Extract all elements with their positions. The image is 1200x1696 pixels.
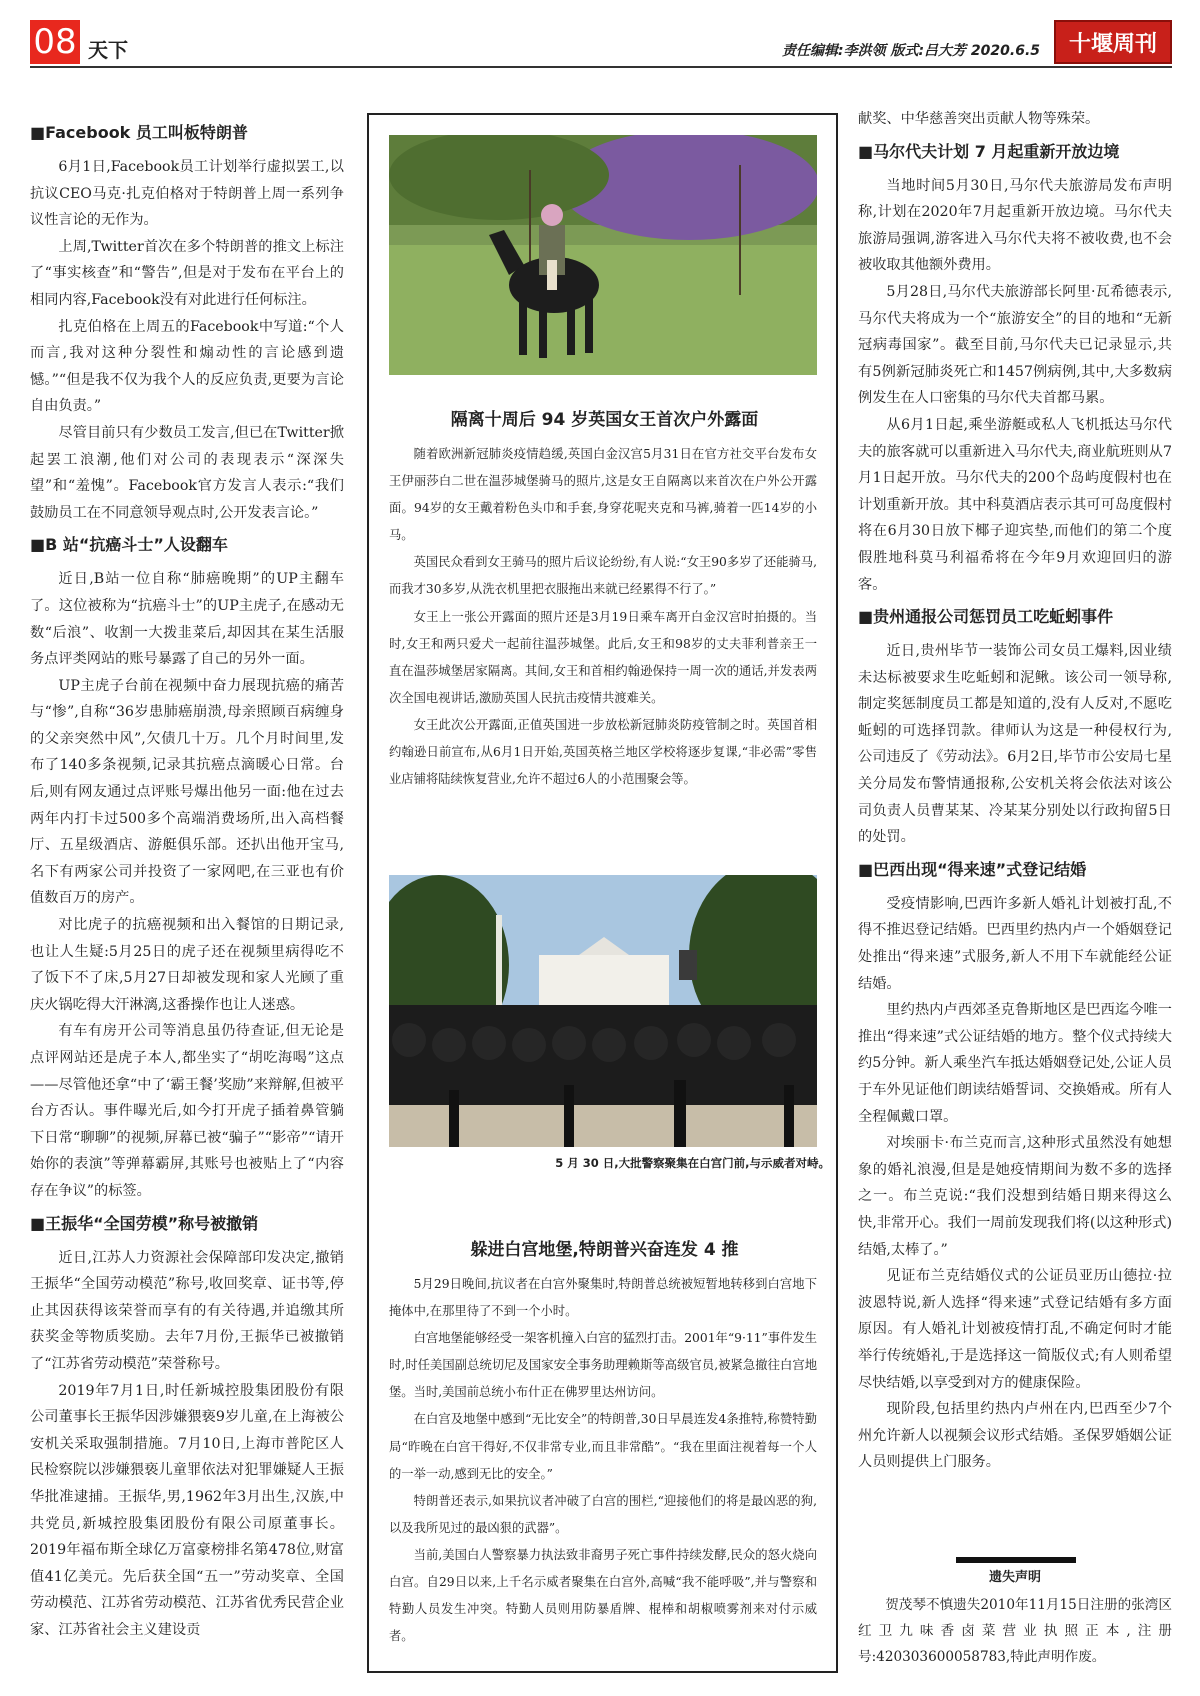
white-house-image <box>389 875 817 1147</box>
article-paragraph: 见证布兰克结婚仪式的公证员亚历山德拉·拉波恩特说,新人选择“得来速”式登记结婚有多方面原因。有人婚礼计划被疫情打乱,不确定何时才能举行传统婚礼,于是选择这一简版仪式;有人则希望尽快结婚,以享受到对方的健康保险。 <box>858 1268 1172 1391</box>
story-paragraph: 5月29日晚间,抗议者在白宫外聚集时,特朗普总统被短暂地转移到白宫地下掩体中,在那里待了不到一个小时。 <box>389 1277 817 1319</box>
article-paragraph: 上周,Twitter首次在多个特朗普的推文上标注了“事实核查”和“警告”,但是对于发布在平台上的相同内容,Facebook没有对此进行任何标注。 <box>30 238 344 308</box>
article-paragraph: 近日,江苏人力资源社会保障部印发决定,撤销王振华“全国劳动模范”称号,收回奖章、证书等,停止其因获得该荣誉而享有的有关待遇,并追缴其所获奖金等物质奖励。去年7月份,王振华已被撤销了“江苏省劳动模范”荣誉称号。 <box>30 1249 344 1372</box>
editor-credits: 责任编辑:李洪领 版式:吕大芳 2020.6.5 <box>781 43 1040 59</box>
article-title: ■贵州通报公司惩罚员工吃蚯蚓事件 <box>858 607 1114 627</box>
queen-riding-photo <box>389 135 817 375</box>
section-name: 天下 <box>88 38 128 62</box>
story-headline: 隔离十周后 94 岁英国女王首次户外露面 <box>450 410 759 430</box>
article-paragraph: 对比虎子的抗癌视频和出入餐馆的日期记录,也让人生疑:5月25日的虎子还在视频里病得吃不了饭下不了床,5月27日却被发现和家人光顾了重庆火锅吃得大汗淋漓,这番操作也让人迷惑。 <box>30 917 344 1013</box>
story-paragraph: 女王上一张公开露面的照片还是3月19日乘车离开白金汉宫时拍摄的。当时,女王和两只爱犬一起前往温莎城堡。此后,女王和98岁的丈夫菲利普亲王一直在温莎城堡居家隔离。其间,女王和首相约翰逊保持一周一次的通话,并发表两次全国电视讲话,激励英国人民抗击疫情共渡难关。 <box>389 609 817 705</box>
article-paragraph: 扎克伯格在上周五的Facebook中写道:“个人而言,我对这种分裂性和煽动性的言论感到遗憾。”“但是我不仅为我个人的反应负责,更要为言论自由负责。” <box>30 318 344 415</box>
story-paragraph: 在白宫及地堡中感到“无比安全”的特朗普,30日早晨连发4条推特,称赞特勤局“昨晚在白宫干得好,不仅非常专业,而且非常酷”。“我在里面注视着每一个人的一举一动,感到无比的安全。” <box>389 1412 817 1481</box>
article-paragraph: 当地时间5月30日,马尔代夫旅游局发布声明称,计划在2020年7月起重新开放边境。马尔代夫旅游局强调,游客进入马尔代夫将不被收费,也不会被收取其他额外费用。 <box>858 177 1172 274</box>
story-paragraph: 英国民众看到女王骑马的照片后议论纷纷,有人说:“女王90多岁了还能骑马,而我才30多岁,从洗衣机里把衣服拖出来就已经累得不行了。” <box>389 555 817 597</box>
story-paragraph: 随着欧洲新冠肺炎疫情趋缓,英国白金汉宫5月31日在官方社交平台发布女王伊丽莎白二世在温莎城堡骑马的照片,这是女王自隔离以来首次在户外公开露面。94岁的女王戴着粉色头巾和手套,身穿花呢夹克和马裤,骑着一匹14岁的小马。 <box>389 447 817 543</box>
article-paragraph: 里约热内卢西郊圣克鲁斯地区是巴西迄今唯一推出“得来速”式公证结婚的地方。整个仪式持续大约5分钟。新人乘坐汽车抵达婚姻登记处,公证人员于车外见证他们朗读结婚誓词、交换婚戒。所有人全程佩戴口罩。 <box>858 1002 1172 1125</box>
article-paragraph: 5月28日,马尔代夫旅游部长阿里·瓦希德表示,马尔代夫将成为一个“旅游安全”的目的地和“无新冠病毒国家”。截至目前,马尔代夫已记录显示,共有5例新冠肺炎死亡和1457例病例,其中,大多数病例发生在人口密集的马尔代夫首都马累。 <box>858 283 1172 407</box>
left-column <box>30 114 344 1643</box>
article-paragraph: 近日,B站一位自称“肺癌晚期”的UP主翻车了。这位被称为“抗癌斗士”的UP主虎子,在感动无数“后浪”、收割一大拨韭菜后,却因其在某生活服务点评类网站的账号暴露了自己的另外一面。 <box>30 571 344 668</box>
article-paragraph: 有车有房开公司等消息虽仍待查证,但无论是点评网站还是虎子本人,都坐实了“胡吃海喝”这点——尽管他还拿“中了‘霸王餐’奖励”来辩解,但被平台方否认。事件曝光后,如今打开虎子插着鼻管躺下日常“聊聊”的视频,屏幕已被“骗子”“影帝”“请开始你的表演”等弹幕霸屏,其账号也被贴上了“内容存在争议”的标签。 <box>30 1023 344 1199</box>
article-paragraph: 对埃丽卡·布兰克而言,这种形式虽然没有她想象的婚礼浪漫,但是是她疫情期间为数不多的选择之一。布兰克说:“我们没想到结婚日期来得这么快,非常开心。我们一周前发现我们将(以这种形式)结婚,太棒了。” <box>858 1135 1172 1258</box>
article-paragraph: 尽管目前只有少数员工发言,但已在Twitter掀起罢工浪潮,他们对公司的表现表示“深深失望”和“羞愧”。Facebook官方发言人表示:“我们鼓励员工在不同意领导观点时,公开发表言论。” <box>30 424 344 521</box>
queen-riding-image <box>389 135 817 375</box>
page-header <box>30 20 1172 68</box>
photo-caption: 5 月 30 日,大批警察聚集在白宫门前,与示威者对峙。 <box>555 1156 830 1170</box>
article-paragraph: 2019年7月1日,时任新城控股集团股份有限公司董事长王振华因涉嫌猥亵9岁儿童,在上海被公安机关采取强制措施。7月10日,上海市普陀区人民检察院以涉嫌猥亵儿童罪依法对犯罪嫌疑人王振华批准逮捕。王振华,男,1962年3月出生,汉族,中共党员,新城控股集团股份有限公司原董事长。2019年福布斯全球亿万富豪榜排名第478位,财富值41亿美元。先后获全国“五一”劳动奖章、全国劳动模范、江苏省劳动模范、江苏省优秀民营企业家、江苏省社会主义建设贡 <box>30 1382 344 1638</box>
continued-text: 献奖、中华慈善突出贡献人物等殊荣。 <box>858 111 1100 127</box>
white-house-police-photo <box>389 875 817 1147</box>
story-paragraph: 特朗普还表示,如果抗议者冲破了白宫的围栏,“迎接他们的将是最凶恶的狗,以及我所见过的最凶狠的武器”。 <box>389 1493 817 1535</box>
article-paragraph: 现阶段,包括里约热内卢州在内,巴西至少7个州允许新人以视频会议形式结婚。圣保罗婚姻公证人员则提供上门服务。 <box>858 1401 1172 1471</box>
notice-title: 遗失声明 <box>988 1570 1041 1585</box>
right-column <box>858 106 1172 1476</box>
article-title: ■王振华“全国劳模”称号被撤销 <box>30 1213 259 1233</box>
article-paragraph: 受疫情影响,巴西许多新人婚礼计划被打乱,不得不推迟登记结婚。巴西里约热内卢一个婚姻登记处推出“得来速”式服务,新人不用下车就能经公证结婚。 <box>858 895 1172 992</box>
featured-box <box>367 113 838 1673</box>
header-rule <box>30 66 1172 68</box>
masthead-logo: 十堰周刊 <box>1054 20 1172 64</box>
article-paragraph: 从6月1日起,乘坐游艇或私人飞机抵达马尔代夫的旅客就可以重新进入马尔代夫,商业航班则从7月1日起开放。马尔代夫的200个岛屿度假村也在计划重新开放。其中科莫酒店表示其可可岛度假村将在6月30日放下椰子迎宾垫,而他们的第二个度假胜地科莫马利福希将在今年9月欢迎回归的游客。 <box>858 416 1172 593</box>
story-body <box>389 1271 817 1650</box>
story-body <box>389 441 817 793</box>
article-title: ■Facebook 员工叫板特朗普 <box>30 123 248 142</box>
article-paragraph: UP主虎子台前在视频中奋力展现抗癌的痛苦与“惨”,自称“36岁患肺癌崩溃,母亲照顾百病缠身的父亲突然中风”,欠债几十万。几个月时间里,发布了140多条视频,记录其抗癌点滴暖心日常。台后,则有网友通过点评账号爆出他另一面:他在过去两年内打卡过500多个高端消费场所,出入高档餐厅、五星级酒店、游艇俱乐部。还扒出他开宝马,名下有两家公司并投资了一家网吧,在三亚也有价值数百万的房产。 <box>30 677 344 907</box>
story-paragraph: 白宫地堡能够经受一架客机撞入白宫的猛烈打击。2001年“9·11”事件发生时,时任美国副总统切尼及国家安全事务助理赖斯等高级官员,被紧急撤往白宫地堡。当时,美国前总统小布什正在佛罗里达州访问。 <box>389 1331 817 1400</box>
article-title: ■马尔代夫计划 7 月起重新开放边境 <box>858 141 1120 161</box>
story-headline: 躲进白宫地堡,特朗普兴奋连发 4 推 <box>470 1240 739 1260</box>
article-title: ■巴西出现“得来速”式登记结婚 <box>858 859 1087 879</box>
article-title: ■B 站“抗癌斗士”人设翻车 <box>30 535 228 555</box>
story-paragraph: 当前,美国白人警察暴力执法致非裔男子死亡事件持续发酵,民众的怒火烧向白宫。自29日以来,上千名示威者聚集在白宫外,高喊“我不能呼吸”,并与警察和特勤人员发生冲突。特勤人员则用防暴盾牌、棍棒和胡椒喷雾剂来对付示威者。 <box>389 1547 817 1644</box>
notice-text: 贺茂琴不慎遗失2010年11月15日注册的张湾区红卫九味香卤菜营业执照正本,注册号:420303600058783,特此声明作废。 <box>858 1597 1172 1665</box>
notice-body <box>858 1592 1172 1670</box>
notice-rule <box>956 1557 1076 1563</box>
article-paragraph: 近日,贵州毕节一装饰公司女员工爆料,因业绩未达标被要求生吃蚯蚓和泥鳅。该公司一领导称,制定奖惩制度员工都是知道的,没有人反对,不愿吃蚯蚓的可选择罚款。律师认为这是一种侵权行为,公司违反了《劳动法》。6月2日,毕节市公安局七星关分局发布警情通报称,公安机关将会依法对该公司负责人员曹某某、冷某某分别处以行政拘留5日的处罚。 <box>858 643 1172 846</box>
article-paragraph: 6月1日,Facebook员工计划举行虚拟罢工,以抗议CEO马克·扎克伯格对于特朗普上周一系列争议性言论的无作为。 <box>30 159 344 229</box>
page-number: 08 <box>30 20 80 64</box>
story-paragraph: 女王此次公开露面,正值英国进一步放松新冠肺炎防疫管制之时。英国首相约翰逊日前宣布,从6月1日开始,英国英格兰地区学校将逐步复课,“非必需”零售业店铺将陆续恢复营业,允许不超过6人的小范围聚会等。 <box>389 717 817 787</box>
